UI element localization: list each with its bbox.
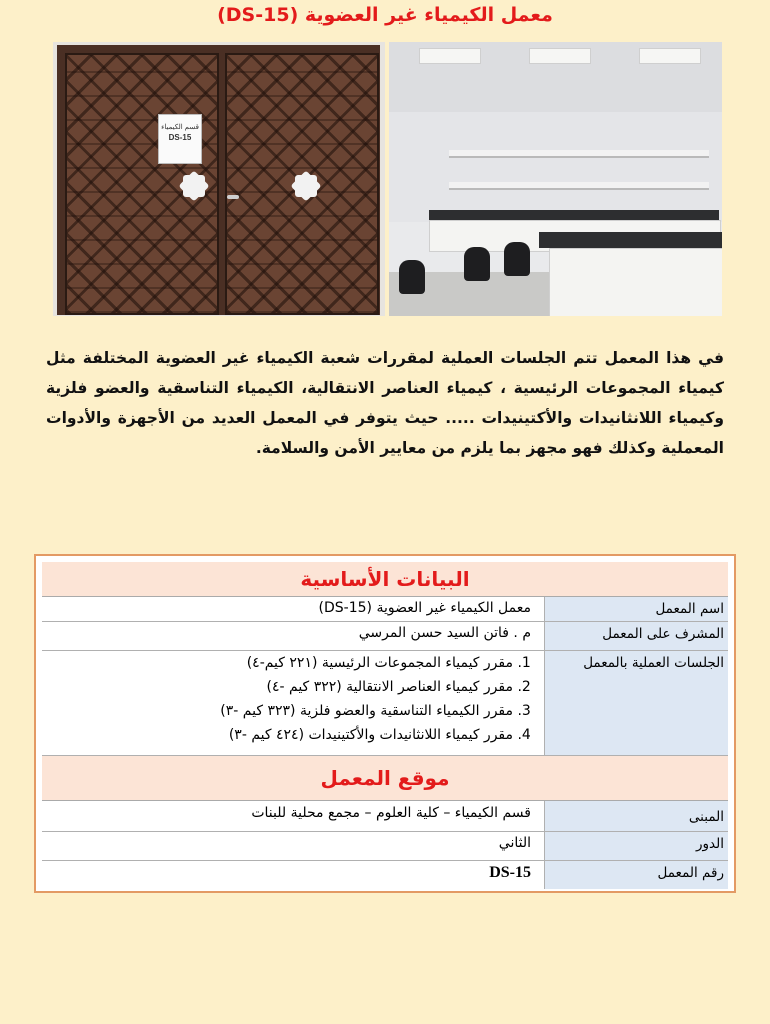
row-label: المبنى: [544, 801, 728, 831]
row-label: رقم المعمل: [544, 861, 728, 889]
row-value: م . فاتن السيد حسن المرسي: [358, 625, 531, 641]
lab-number: DS-15: [489, 864, 531, 881]
lab-chair: [504, 242, 530, 276]
back-bench-top: [429, 210, 719, 220]
table-row: [42, 651, 728, 756]
door-handle: [227, 195, 239, 199]
table-row: [42, 597, 728, 622]
wall-shelf: [449, 150, 709, 158]
door-sign: [158, 114, 202, 164]
island-bench: [549, 248, 722, 316]
ceiling-light: [529, 48, 591, 64]
row-label: المشرف على المعمل: [544, 622, 728, 650]
window-star-left: [183, 175, 205, 197]
lab-info-table: [34, 554, 736, 893]
row-label: اسم المعمل: [544, 597, 728, 621]
door-frame: [57, 45, 380, 315]
table-row: [42, 622, 728, 651]
ceiling-light: [419, 48, 481, 64]
row-label: الدور: [544, 832, 728, 860]
table-row: [42, 801, 728, 832]
ceiling: [389, 42, 722, 112]
lab-wall: [389, 112, 722, 222]
session-item: 2. مقرر كيمياء العناصر الانتقالية (٣٢٢ كيم -٤): [42, 675, 513, 699]
lab-description: في هذا المعمل تتم الجلسات العملية لمقررات شعبة الكيمياء غير العضوية المختلفة مثل كيمياء المجموعات الرئيسية ، كيمياء العناصر الانتقالية، الكيمياء التناسقية والعضو فلزية وكيمياء اللانثانيدات والأكتينيدات ..... حيث يتوفر في المعمل العديد من الأجهزة والأدوات المعملية وكذلك فهو مجهز بما يلزم من معايير الأمن والسلامة.: [46, 349, 724, 457]
session-item: 3. مقرر الكيمياء التناسقية والعضو فلزية (٣٢٣ كيم -٣): [42, 699, 513, 723]
window-star-right: [295, 175, 317, 197]
lab-interior-photo: [389, 42, 722, 316]
lab-chair: [399, 260, 425, 294]
location-heading: موقع المعمل: [42, 756, 728, 801]
row-value: معمل الكيمياء غير العضوية (DS-15): [318, 600, 531, 616]
wall-shelf: [449, 182, 709, 190]
door-sign-line2: DS-15: [168, 133, 192, 142]
row-value: قسم الكيمياء – كلية العلوم – مجمع محلية للبنات: [251, 805, 531, 821]
lab-chair: [464, 247, 490, 281]
table-row: [42, 832, 728, 861]
session-item: 1. مقرر كيمياء المجموعات الرئيسية (٢٢١ كيم-٤): [42, 651, 513, 675]
page-title: معمل الكيمياء غير العضوية (DS-15): [217, 4, 553, 26]
row-value: [42, 861, 543, 889]
row-value: الثاني: [498, 835, 531, 851]
lab-door-photo: [53, 42, 385, 316]
sessions-list: [42, 651, 543, 755]
session-item: 4. مقرر كيمياء اللانثانيدات والأكتينيدات (٤٢٤ كيم -٣): [42, 723, 513, 747]
island-bench-top: [539, 232, 722, 248]
door-sign-line1: قسم الكيمياء: [161, 124, 199, 131]
table-row: [42, 861, 728, 889]
ceiling-light: [639, 48, 701, 64]
basic-data-heading: البيانات الأساسية: [42, 562, 728, 597]
row-label: الجلسات العملية بالمعمل: [544, 651, 728, 755]
